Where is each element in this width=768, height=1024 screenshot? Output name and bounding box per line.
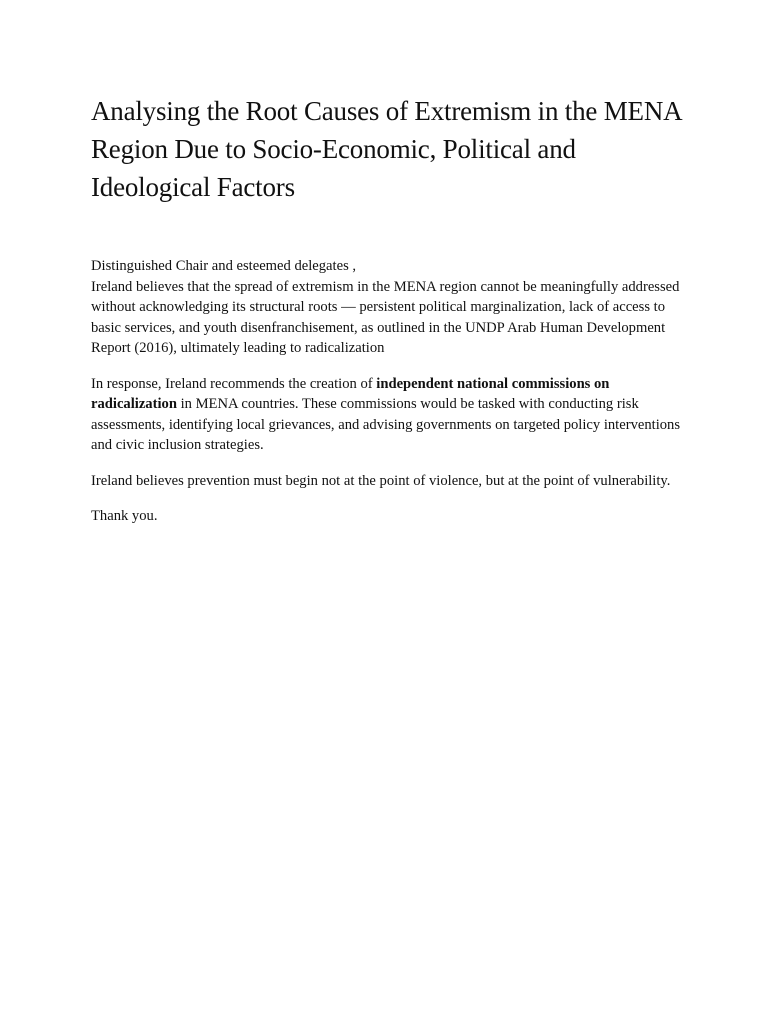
paragraph-text-before: In response, Ireland recommends the creation of bbox=[91, 375, 377, 392]
paragraph-text-after: in MENA countries. These commissions would be tasked with conducting risk assessments, identifying local grievances, and advising governments on targeted policy interventions and civic inclusion strategies. bbox=[91, 396, 681, 453]
bold-recommendation: independent national commissions on radicalization bbox=[91, 375, 610, 412]
salutation: Distinguished Chair and esteemed delegates , bbox=[91, 258, 357, 274]
document-page bbox=[91, 92, 691, 542]
closing-line: Thank you. bbox=[91, 508, 158, 524]
paragraph-text: Ireland believes that the spread of extremism in the MENA region cannot be meaningfully addressed without acknowledging its structural roots — persistent political marginalization, lack of access to basic services, and youth disenfranchisement, as outlined in the UNDP Arab Human Development Report (2016), ultimately leading to radicalization bbox=[91, 278, 680, 356]
document-body bbox=[91, 256, 691, 527]
document-title: Analysing the Root Causes of Extremism in the MENA Region Due to Socio-Economic, Political and Ideological Factors bbox=[91, 96, 681, 202]
prevention-paragraph: Ireland believes prevention must begin not at the point of violence, but at the point of vulnerability. bbox=[91, 472, 671, 489]
recommendation-paragraph bbox=[91, 374, 691, 456]
opening-paragraph bbox=[91, 256, 691, 359]
